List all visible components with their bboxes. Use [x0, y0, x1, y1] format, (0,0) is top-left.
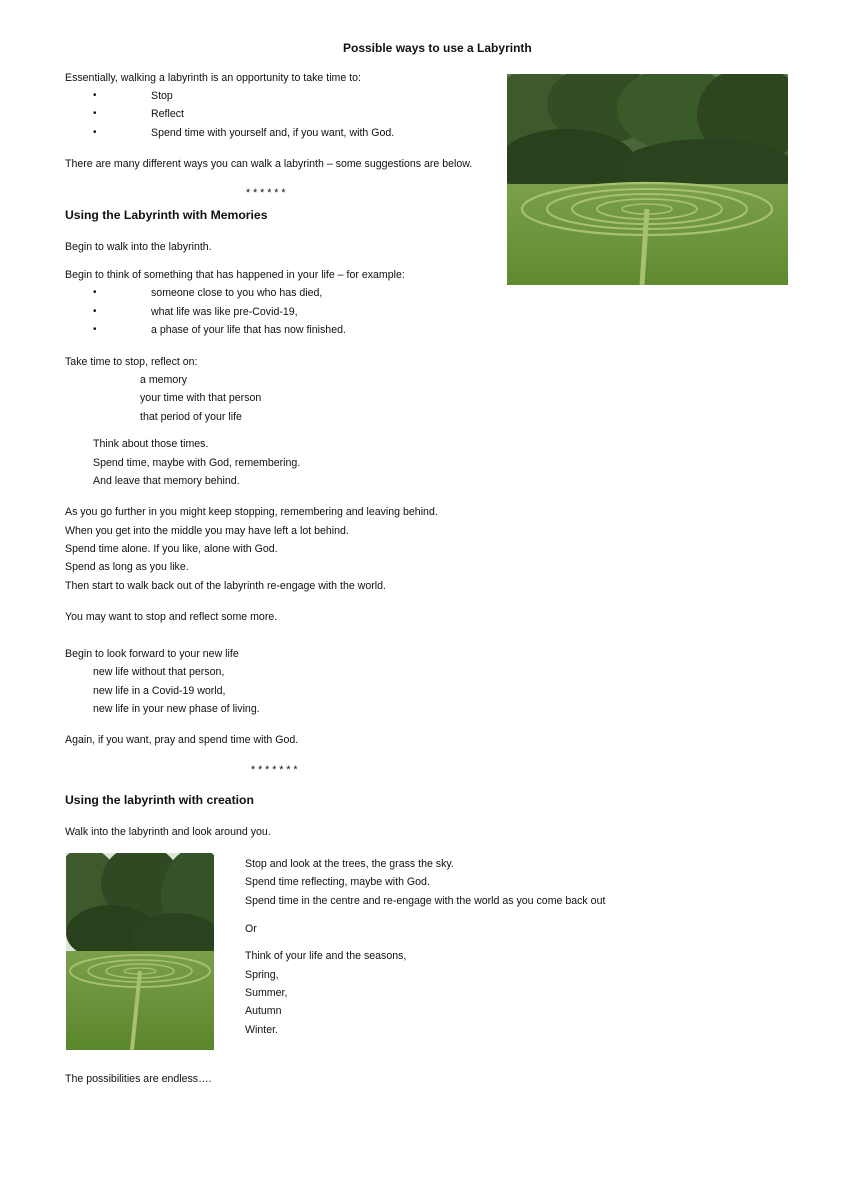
memory-example: • what life was like pre-Covid-19,	[151, 306, 298, 319]
intro-suggestions: There are many different ways you can walk a labyrinth – some suggestions are below.	[65, 158, 473, 170]
creation-or: Or	[245, 923, 257, 935]
season-line: Winter.	[245, 1024, 278, 1036]
memories-heading: Using the Labyrinth with Memories	[65, 208, 268, 222]
forward-item: new life in your new phase of living.	[93, 703, 260, 715]
labyrinth-photo-wide	[507, 74, 788, 285]
season-line: Think of your life and the seasons,	[245, 950, 407, 962]
reflect-item: your time with that person	[140, 392, 262, 404]
forward-item: new life without that person,	[93, 666, 225, 678]
creation-line: Spend time in the centre and re-engage with the world as you come back out	[245, 895, 606, 907]
forward-item: new life in a Covid-19 world,	[93, 685, 226, 697]
think-line: Spend time, maybe with God, remembering.	[93, 457, 301, 469]
forward-lead: Begin to look forward to your new life	[65, 648, 239, 660]
intro-bullet: • Stop	[151, 90, 173, 103]
creation-heading: Using the labyrinth with creation	[65, 793, 254, 807]
memories-begin-walk: Begin to walk into the labyrinth.	[65, 241, 212, 253]
further-line: Spend time alone. If you like, alone with God.	[65, 543, 278, 555]
intro-lead: Essentially, walking a labyrinth is an opportunity to take time to:	[65, 72, 361, 84]
stop-reflect: You may want to stop and reflect some more.	[65, 611, 278, 623]
section-separator: * * * * * *	[246, 187, 286, 199]
intro-bullet: • Reflect	[151, 108, 184, 121]
think-line: And leave that memory behind.	[93, 475, 240, 487]
season-line: Spring,	[245, 969, 279, 981]
think-line: Think about those times.	[93, 438, 209, 450]
season-line: Summer,	[245, 987, 288, 999]
further-line: When you get into the middle you may have left a lot behind.	[65, 525, 349, 537]
further-line: Then start to walk back out of the labyrinth re-engage with the world.	[65, 580, 386, 592]
further-line: As you go further in you might keep stopping, remembering and leaving behind.	[65, 506, 438, 518]
reflect-lead: Take time to stop, reflect on:	[65, 356, 198, 368]
season-line: Autumn	[245, 1005, 282, 1017]
labyrinth-photo-portrait	[66, 853, 214, 1050]
closing-line: The possibilities are endless….	[65, 1073, 212, 1085]
reflect-item: a memory	[140, 374, 188, 386]
intro-bullet: • Spend time with yourself and, if you want, with God.	[151, 127, 394, 140]
section-separator: * * * * * * *	[251, 764, 298, 776]
reflect-item: that period of your life	[140, 411, 242, 423]
memory-example: • a phase of your life that has now finished.	[151, 324, 346, 337]
memory-example: • someone close to you who has died,	[151, 287, 322, 300]
further-line: Spend as long as you like.	[65, 561, 189, 573]
page-title: Possible ways to use a Labyrinth	[343, 41, 532, 55]
creation-line: Spend time reflecting, maybe with God.	[245, 876, 430, 888]
memories-begin-think: Begin to think of something that has happened in your life – for example:	[65, 269, 405, 281]
creation-walk-in: Walk into the labyrinth and look around you.	[65, 826, 271, 838]
creation-line: Stop and look at the trees, the grass the sky.	[245, 858, 454, 870]
again-pray: Again, if you want, pray and spend time with God.	[65, 734, 299, 746]
